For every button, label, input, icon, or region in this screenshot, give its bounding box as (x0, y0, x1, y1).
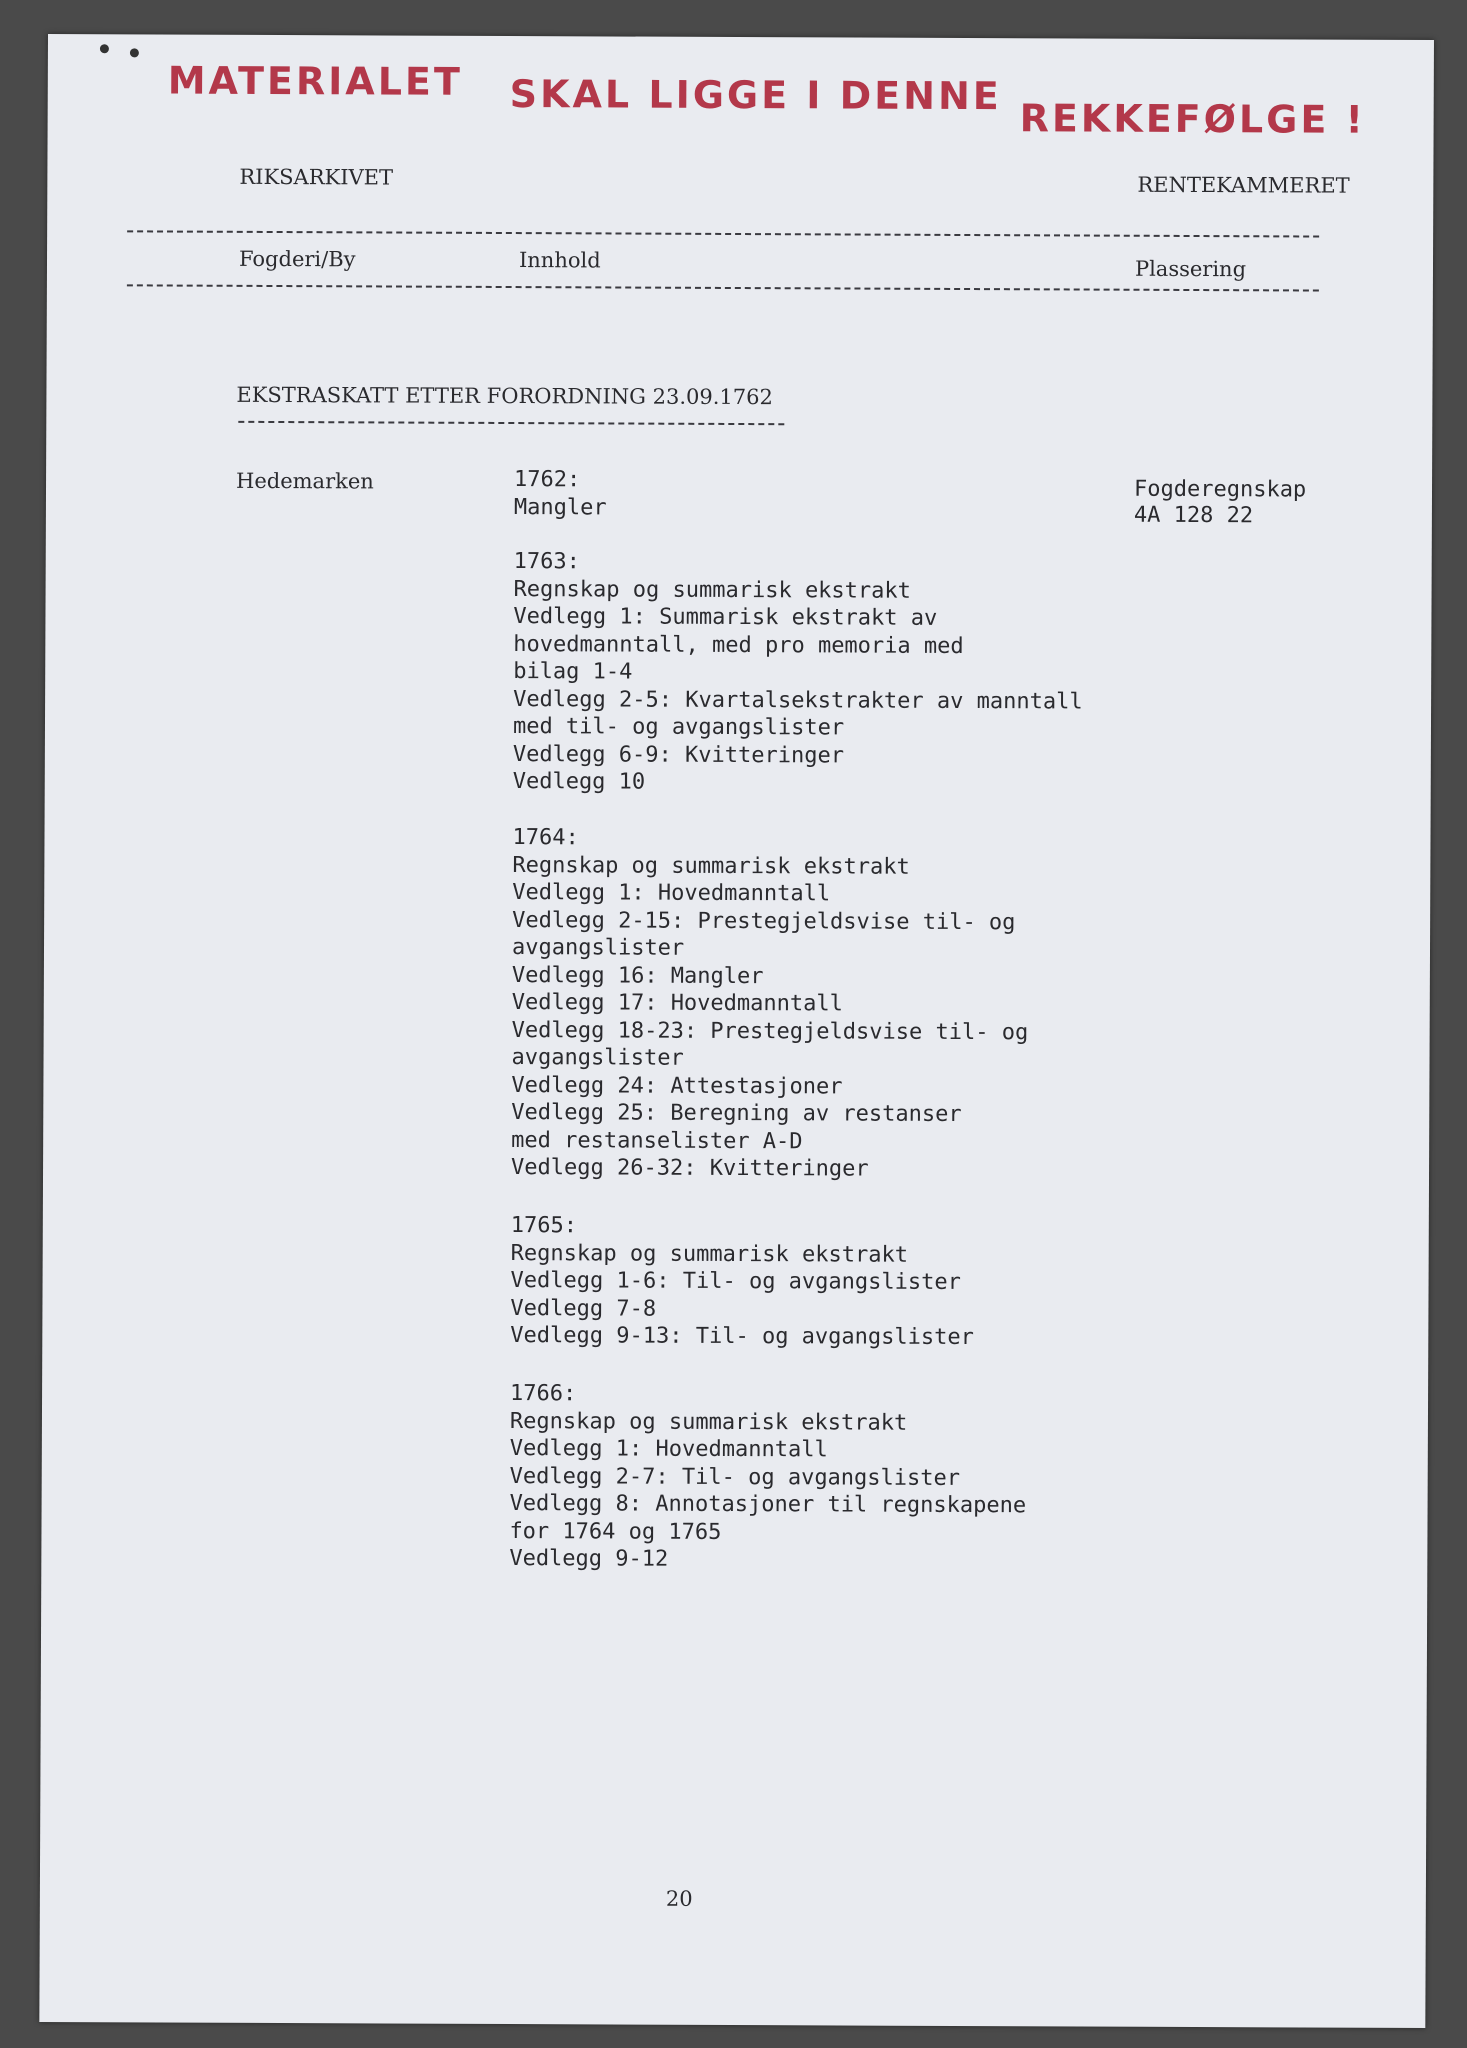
text-line: 1762: (514, 467, 581, 493)
text-line: Vedlegg 6-9: Kvitteringer (512, 741, 845, 768)
staple-hole (100, 44, 109, 53)
text-line: Regnskap og summarisk ekstrakt (509, 1408, 908, 1436)
text-line: Regnskap og summarisk ekstrakt (512, 852, 910, 880)
text-line: Vedlegg 17: Hovedmanntall (511, 990, 843, 1017)
text-line: 1765: (510, 1213, 578, 1239)
text-line: Regnskap og summarisk ekstrakt (513, 576, 911, 604)
header-right: RENTEKAMMERET (1137, 172, 1350, 198)
text-line: Vedlegg 24: Attestasjoner (511, 1072, 843, 1099)
plassering-line2: 4A 128 22 (1133, 502, 1254, 529)
text-line: Vedlegg 1: Summarisk ekstrakt av (513, 604, 938, 631)
handwritten-note-part3: REKKEFØLGE ! (1019, 96, 1366, 142)
text-line: avgangslister (511, 1045, 684, 1071)
text-line: 1763: (513, 549, 580, 575)
column-header-plassering: Plassering (1134, 256, 1247, 282)
staple-hole (130, 48, 139, 57)
text-line: Vedlegg 2-7: Til- og avgangslister (509, 1463, 961, 1491)
header-left: RIKSARKIVET (239, 164, 394, 190)
text-line: Vedlegg 26-32: Kvitteringer (511, 1155, 869, 1182)
text-line: Vedlegg 18-23: Prestegjeldsvise til- og (511, 1017, 1029, 1045)
year-block-1764 (511, 824, 1029, 1184)
column-header-fogderi: Fogderi/By (238, 246, 356, 272)
text-line: 1766: (510, 1381, 577, 1407)
text-line: hovedmanntall, med pro memoria med (513, 631, 964, 659)
document-page (39, 34, 1434, 2028)
handwritten-note-part1: MATERIALET (167, 58, 463, 104)
section-title: EKSTRASKATT ETTER FORORDNING 23.09.1762 (236, 382, 773, 410)
plassering-line1: Fogderegnskap (1133, 476, 1307, 503)
text-line: Vedlegg 10 (512, 769, 646, 795)
year-block-1762 (514, 466, 607, 521)
text-line: Vedlegg 9-13: Til- og avgangslister (510, 1323, 974, 1351)
text-line: med restanselister A-D (511, 1127, 803, 1154)
column-header-innhold: Innhold (518, 248, 601, 273)
text-line: med til- og avgangslister (512, 714, 845, 741)
section-title-rule (238, 421, 784, 425)
text-line: Mangler (513, 494, 607, 520)
text-line: Vedlegg 9-12 (509, 1546, 669, 1572)
header-rule-top (127, 230, 1319, 237)
year-block-1766 (509, 1380, 1026, 1575)
fogderi-name: Hedemarken (235, 468, 374, 494)
text-line: bilag 1-4 (513, 659, 633, 685)
text-line: Vedlegg 8: Annotasjoner til regnskapene (509, 1491, 1027, 1519)
header-rule-bottom (127, 284, 1319, 291)
text-line: Vedlegg 1: Hovedmanntall (509, 1436, 828, 1463)
text-line: Vedlegg 25: Beregning av restanser (511, 1100, 962, 1127)
text-line: Vedlegg 16: Mangler (511, 962, 764, 989)
text-line: Vedlegg 7-8 (510, 1295, 657, 1322)
text-line: Vedlegg 1-6: Til- og avgangslister (510, 1268, 961, 1295)
text-line: Regnskap og summarisk ekstrakt (510, 1240, 909, 1268)
text-line: Vedlegg 1: Hovedmanntall (512, 880, 831, 907)
year-block-1765 (510, 1212, 974, 1352)
page-number: 20 (665, 1886, 693, 1911)
handwritten-note-part2: SKAL LIGGE I DENNE (509, 72, 1002, 119)
year-block-1763 (513, 548, 1084, 798)
text-line: Vedlegg 2-15: Prestegjeldsvise til- og (512, 907, 1016, 935)
text-line: Vedlegg 2-5: Kvartalsekstrakter av manntall (513, 686, 1083, 715)
text-line: 1764: (512, 825, 579, 851)
text-line: for 1764 og 1765 (509, 1518, 722, 1545)
text-line: avgangslister (511, 935, 685, 961)
